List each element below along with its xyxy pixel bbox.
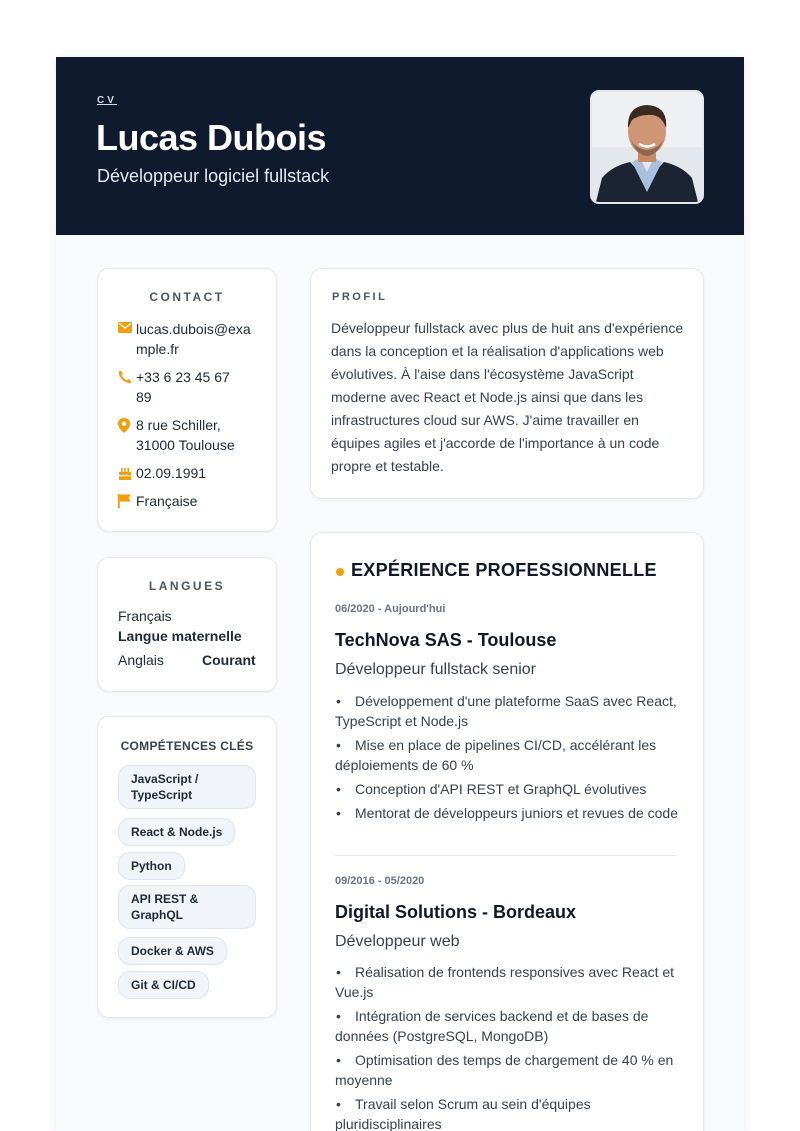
contact-card [97,268,277,532]
envelope-icon [118,319,136,359]
job-bullet: • Travail selon Scrum au sein d'équipes pluridisciplinaires [335,1094,681,1131]
contact-birthdate-row [118,463,256,483]
phone-icon [118,367,136,407]
profile-summary: Développeur fullstack avec plus de huit ans d'expérience dans la conception et la réalisation d'applications web évolutives. À l'aise dans l'écosystème JavaScript moderne avec React et Node.js ainsi que dans les infrastructures cloud sur AWS. J'aime travailler en équipes agiles et j'accorde de l'importance à un code propre et testable. [331,320,684,474]
job-bullet: • Mise en place de pipelines CI/CD, accélérant les déploiements de 60 % [335,735,681,775]
job-bullet: • Développement d'une plateforme SaaS avec React, TypeScript et Node.js [335,691,681,731]
section-bullet [336,568,344,576]
experience-title: EXPÉRIENCE PROFESSIONNELLE [351,560,657,580]
skill-chip: JavaScript / TypeScript [118,765,256,809]
contact-email[interactable]: lucas.dubois@example.fr [136,321,251,357]
contact-phone-row [118,367,248,407]
contact-nationality-row [118,491,256,511]
job-role: Développeur fullstack senior [335,661,536,678]
job-date: 06/2020 - Aujourd'hui [335,603,446,615]
flag-icon [118,491,136,511]
job-bullet: • Conception d'API REST et GraphQL évolutives [335,779,681,799]
profile-title: PROFIL [332,291,388,303]
skills-card [97,716,277,1018]
job-bullets [335,691,681,827]
contact-address-row [118,415,252,455]
job-bullet: • Intégration de services backend et de bases de données (PostgreSQL, MongoDB) [335,1006,681,1046]
skill-chip: Git & CI/CD [118,971,209,999]
contact-phone[interactable]: +33 6 23 45 67 89 [136,369,230,405]
contact-email-row [118,319,256,359]
job-bullet: • Optimisation des temps de chargement de 40 % en moyenne [335,1050,681,1090]
language-name-1: Français [118,608,172,624]
candidate-role: Développeur logiciel fullstack [97,166,330,186]
map-pin-icon [118,415,136,455]
contact-title: CONTACT [149,290,225,304]
experience-card [310,532,704,1131]
languages-title: LANGUES [148,579,226,593]
skill-chip: React & Node.js [118,818,235,846]
skills-title: COMPÉTENCES CLÉS [120,739,254,753]
profile-card [310,268,704,499]
language-level-1: Langue maternelle [118,628,242,644]
job-bullets [335,962,681,1131]
job-bullet: • Réalisation de frontends responsives avec React et Vue.js [335,962,681,1002]
profile-photo [590,90,704,204]
contact-address: 8 rue Schiller, 31000 Toulouse [136,417,235,453]
language-name-2: Anglais [118,652,164,668]
job-date: 09/2016 - 05/2020 [335,875,425,887]
job-role: Développeur web [335,933,460,950]
skill-chip: Docker & AWS [118,937,227,965]
skill-chip: API REST & GraphQL [118,885,256,929]
job-company: TechNova SAS - Toulouse [335,630,557,650]
language-level-2: Courant [202,652,256,668]
cv-tag: CV [97,95,117,106]
job-divider [335,855,677,856]
candidate-name: Lucas Dubois [96,117,327,158]
skill-chip: Python [118,852,185,880]
cv-sheet [56,57,744,1131]
contact-nationality: Française [136,493,198,509]
job-company: Digital Solutions - Bordeaux [335,902,577,922]
cv-header [56,57,744,235]
contact-birthdate: 02.09.1991 [136,465,207,481]
cake-icon [118,463,136,483]
job-bullet: • Mentorat de développeurs juniors et revues de code [335,803,681,823]
languages-card [97,557,277,692]
